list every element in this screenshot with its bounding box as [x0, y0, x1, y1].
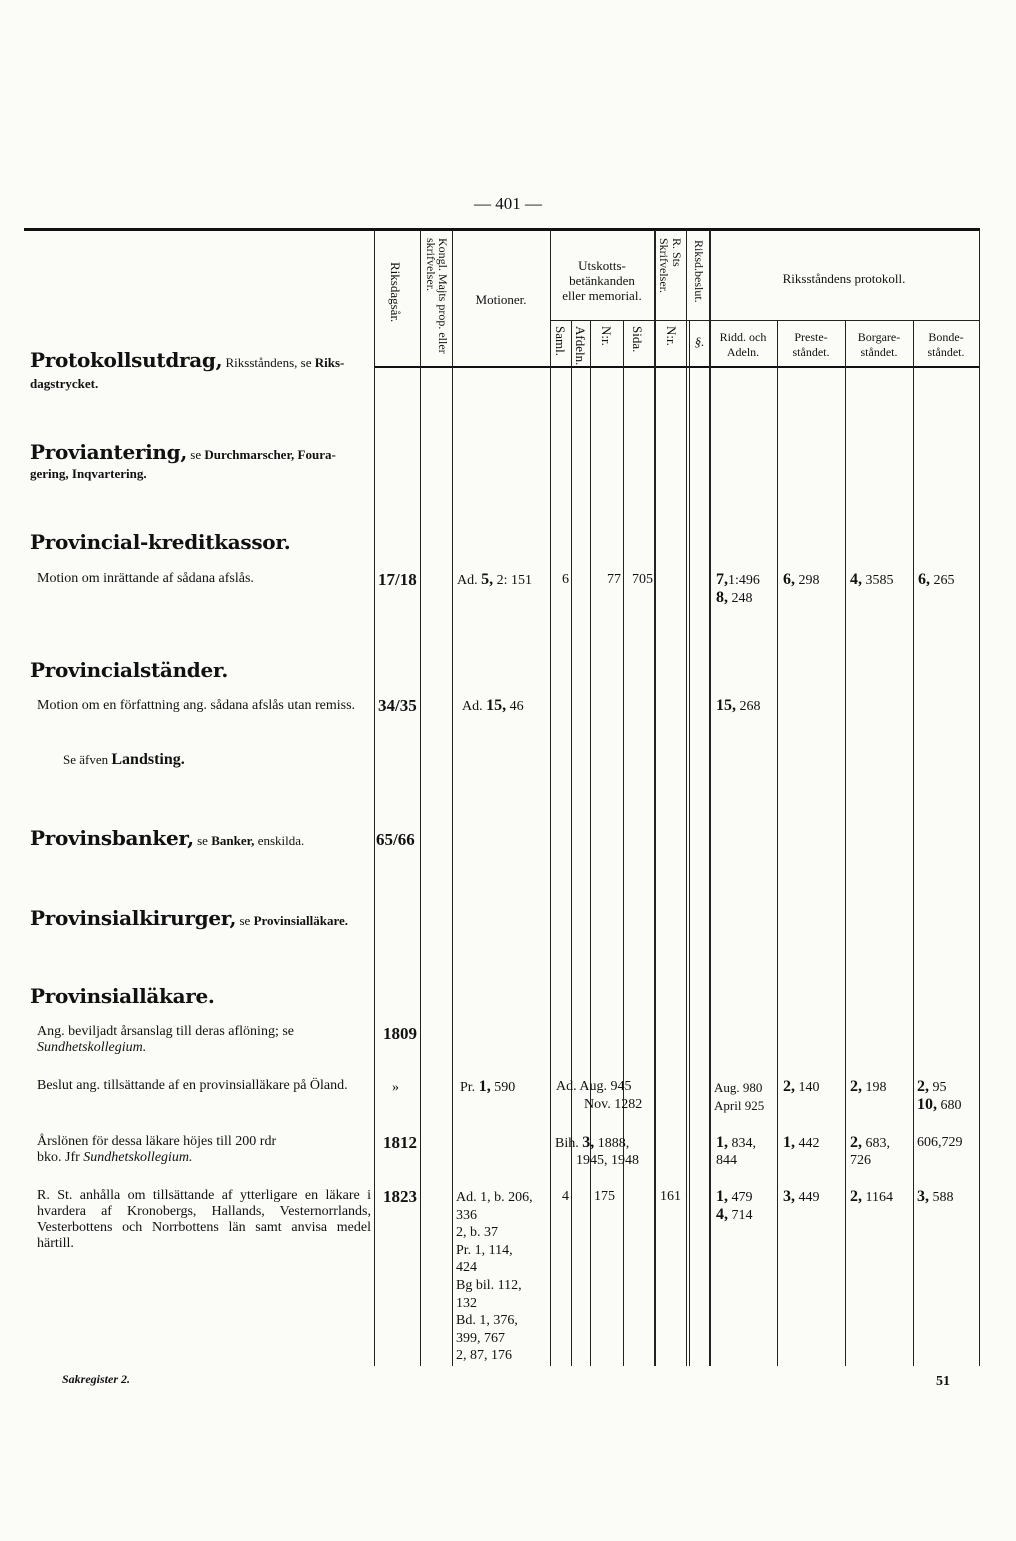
col-line — [654, 230, 656, 1366]
col-line — [571, 320, 572, 1366]
row-borgare: 2, 1164 — [850, 1188, 893, 1205]
row-desc: Ang. beviljadt årsanslag till deras aflöning; se Sundhetskollegium. — [37, 1024, 294, 1055]
header-motioner: Motioner. — [475, 292, 527, 307]
header-sida: Sida. — [630, 326, 645, 353]
row-desc: Årslönen för dessa läkare höjes till 200 rdr bko. Jfr Sundhetskollegium. — [37, 1134, 277, 1165]
footer-register: Sakregister 2. — [62, 1372, 131, 1386]
row-year: » — [392, 1080, 399, 1095]
row-motion: Ad. 15, 46 — [462, 697, 524, 714]
col-line — [709, 230, 711, 1366]
col-line — [590, 320, 591, 1366]
row-borgare: 2, 683, — [850, 1134, 890, 1151]
top-rule — [24, 228, 980, 231]
header-riksdagsar: Riksdagsår. — [388, 262, 403, 323]
row-bonde: 606,729 — [917, 1135, 963, 1150]
row-bonde: 6, 265 — [918, 571, 955, 588]
row-borgare-2: 726 — [850, 1153, 871, 1168]
row-utskott: Bih. 3, 1888, — [555, 1134, 630, 1151]
row-preste: 3, 449 — [783, 1188, 820, 1205]
topic-provinsbanker: Provinsbanker, se Banker, enskilda. — [30, 826, 305, 850]
row-bonde-2: 10, 680 — [917, 1096, 962, 1113]
subheader-rule — [654, 320, 709, 321]
header-afdeln: Afdeln. — [573, 326, 588, 366]
row-year: 1823 — [383, 1187, 417, 1206]
row-year: 1812 — [383, 1133, 417, 1152]
header-kongl-prop: Kongl. Majts prop. eller skrifvelser. — [424, 238, 450, 354]
header-rsts-nr: N:r. — [664, 326, 679, 346]
topic-provincial-kreditkassor: Provincial-kreditkassor. — [30, 530, 291, 554]
row-nr: 175 — [594, 1189, 615, 1204]
topic-protokollsutdrag-ref: dagstrycket. — [30, 376, 99, 391]
row-see-also: Se äfven Landsting. — [63, 751, 185, 768]
row-desc: Motion om en författning ang. sådana afslås utan remiss. — [37, 698, 356, 713]
row-saml: 4 — [562, 1189, 569, 1204]
topic-proviantering-ref: gering, Inqvartering. — [30, 466, 147, 481]
row-borgare: 4, 3585 — [850, 571, 894, 588]
topic-provinsialkirurger: Provinsialkirurger, se Provinsialläkare. — [30, 906, 349, 930]
topic-proviantering: Proviantering, se Durchmarscher, Foura- — [30, 440, 336, 464]
header-riksd-beslut: Riksd.beslut. — [692, 240, 706, 303]
col-line — [913, 320, 914, 1366]
subheader-rule — [550, 320, 654, 321]
row-saml: 6 — [562, 572, 569, 587]
col-line — [623, 320, 624, 1366]
row-bonde: 3, 588 — [917, 1188, 954, 1205]
row-ridd: Aug. 980 — [714, 1080, 763, 1095]
footer-page-number: 51 — [936, 1374, 950, 1389]
row-motion: Pr. 1, 590 — [460, 1078, 516, 1095]
row-sida: 705 — [632, 572, 653, 587]
row-year: 1809 — [383, 1024, 417, 1043]
row-ridd-2: April 925 — [714, 1098, 765, 1113]
header-ridd: Ridd. och Adeln. — [719, 330, 767, 359]
subheader-rule — [709, 320, 979, 321]
header-preste: Preste- ståndet. — [792, 330, 830, 359]
row-desc: Motion om inrättande af sådana afslås. — [37, 571, 254, 586]
row-ridd: 7,1:496 — [716, 571, 760, 588]
row-utskott: Ad. Aug. 945 — [556, 1079, 632, 1094]
col-line — [420, 230, 421, 1366]
row-ridd: 1, 479 — [716, 1188, 753, 1205]
row-ridd: 15, 268 — [716, 697, 761, 714]
row-preste: 1, 442 — [783, 1134, 820, 1151]
col-line — [777, 320, 778, 1366]
row-nr: 77 — [607, 572, 621, 587]
row-preste: 2, 140 — [783, 1078, 820, 1095]
header-protokoll: Riksståndens protokoll. — [782, 271, 906, 286]
row-rsts-nr: 161 — [660, 1189, 681, 1204]
header-bottom-rule — [374, 366, 980, 368]
topic-protokollsutdrag: Protokollsutdrag, Riksståndens, se Riks- — [30, 348, 345, 372]
row-motion-list: Ad. 1, b. 206, 336 2, b. 37 Pr. 1, 114, 424 Bg bil. 112, 132 Bd. 1, 376, 399, 767 2, 87, 176 — [456, 1190, 533, 1364]
row-ridd-2: 844 — [716, 1153, 737, 1168]
row-desc: Beslut ang. tillsättande af en provinsialläkare på Öland. — [37, 1078, 348, 1093]
col-line — [845, 320, 846, 1366]
row-year: 65/66 — [376, 830, 415, 849]
header-nr: N:r. — [599, 326, 614, 346]
row-year: 17/18 — [378, 570, 417, 589]
header-rsts-skrifvelser: R. Sts Skrifvelser. — [657, 238, 684, 293]
page-number: — 401 — — [474, 194, 542, 213]
row-utskott-2: 1945, 1948 — [576, 1153, 639, 1168]
topic-provincialstander: Provincialständer. — [30, 658, 228, 682]
row-ridd-2: 4, 714 — [716, 1206, 753, 1223]
topic-provinsiallakare: Provinsialläkare. — [30, 984, 215, 1008]
row-utskott-2: Nov. 1282 — [584, 1097, 643, 1112]
col-line — [689, 320, 690, 1366]
header-saml: Saml. — [553, 326, 568, 356]
col-line — [374, 230, 375, 1366]
header-bonde: Bonde- ståndet. — [927, 330, 965, 359]
row-ridd: 1, 834, — [716, 1134, 756, 1151]
row-preste: 6, 298 — [783, 571, 820, 588]
col-line — [686, 230, 687, 1366]
col-line — [979, 230, 980, 1366]
row-borgare: 2, 198 — [850, 1078, 887, 1095]
row-motion: Ad. 5, 2: 151 — [457, 571, 533, 588]
header-paragraph: §. — [694, 334, 705, 349]
header-borgare: Borgare- ståndet. — [857, 330, 901, 359]
col-line — [452, 230, 453, 1366]
row-year: 34/35 — [378, 696, 417, 715]
header-utskotts: Utskotts- betänkanden eller memorial. — [562, 258, 642, 303]
row-ridd-2: 8, 248 — [716, 589, 753, 606]
row-desc: R. St. anhålla om tillsättande af ytterligare en läkare i hvardera af Kronobergs, Hallands, Vesternorrlands, Vesterbottens och Norrbottens län samt anvisa medel härtill. — [37, 1188, 371, 1251]
row-bonde: 2, 95 — [917, 1078, 947, 1095]
